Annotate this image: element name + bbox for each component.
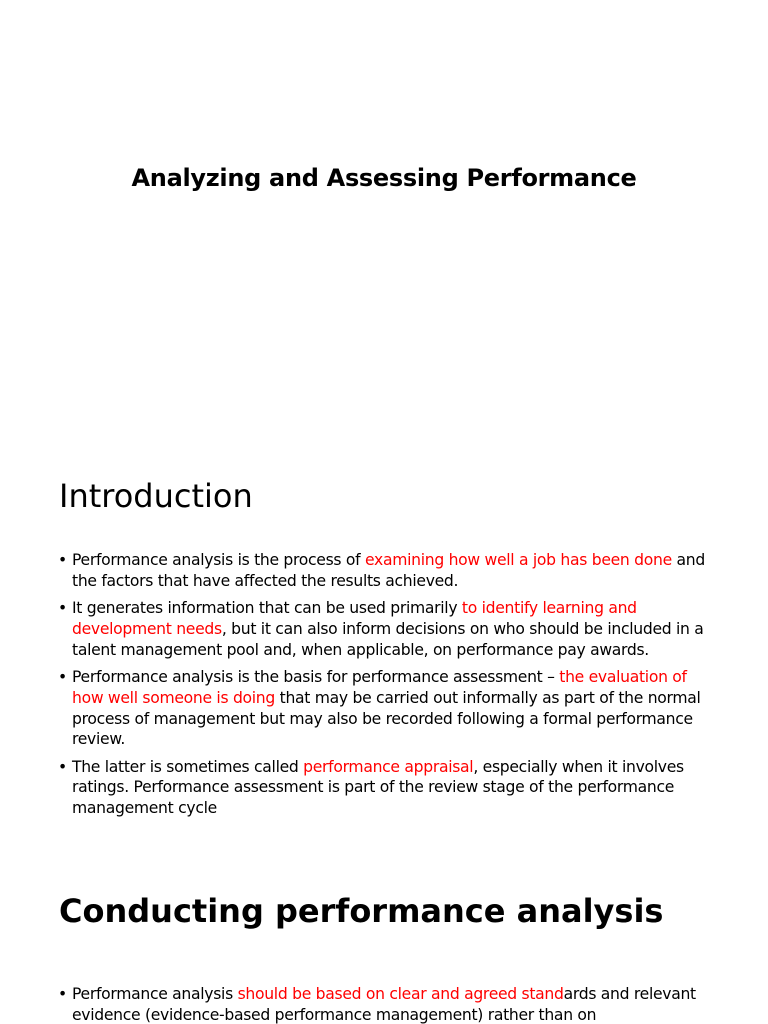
- bullet-list: [58, 984, 714, 1024]
- bullet-item: [58, 550, 714, 592]
- bullet-highlight: the evaluation of how well someone is doing: [72, 667, 687, 707]
- bullet-text: The latter is sometimes called: [72, 757, 304, 776]
- presentation-title: Analyzing and Assessing Performance: [131, 164, 637, 192]
- bullet-text: ards and relevant evidence (evidence-based performance management) rather than on: [72, 985, 696, 1024]
- bullet-text: It generates information that can be used primarily: [72, 599, 462, 618]
- bullet-item: [58, 667, 714, 750]
- slide-conducting-analysis: [0, 864, 768, 1024]
- slide-title: [0, 0, 768, 432]
- bullet-highlight: should be based on clear and agreed stand: [237, 985, 564, 1003]
- bullet-text: Performance analysis is the basis for performance assessment –: [72, 667, 560, 686]
- slide-heading: Introduction: [59, 477, 253, 515]
- bullet-text: , especially when it involves ratings. Performance assessment is part of the review stage of the performance management cycle: [72, 757, 684, 818]
- slide-heading: Conducting performance analysis: [59, 892, 664, 930]
- bullet-icon: •: [58, 985, 67, 1003]
- bullet-highlight: examining how well a job has been done: [365, 551, 672, 569]
- slide-introduction: [0, 432, 768, 864]
- bullet-item: [58, 984, 714, 1024]
- bullet-text: that may be carried out informally as part of the normal process of management but may also be recorded following a formal performance review.: [72, 688, 701, 749]
- bullet-text: and the factors that have affected the results achieved.: [72, 551, 705, 590]
- bullet-icon: •: [58, 757, 67, 776]
- bullet-icon: •: [58, 667, 67, 686]
- bullet-text: Performance analysis is the process of: [72, 551, 365, 569]
- bullet-text: , but it can also inform decisions on who should be included in a talent management pool and, when applicable, on performance pay awards.: [72, 619, 704, 659]
- bullet-item: [58, 757, 714, 819]
- bullet-highlight: performance appraisal: [303, 757, 474, 776]
- bullet-text: Performance analysis: [72, 985, 238, 1003]
- bullet-icon: •: [58, 551, 67, 569]
- bullet-highlight: to identify learning and development needs: [72, 599, 637, 638]
- bullet-icon: •: [58, 599, 67, 618]
- bullet-item: [58, 598, 714, 660]
- bullet-list: [58, 550, 714, 826]
